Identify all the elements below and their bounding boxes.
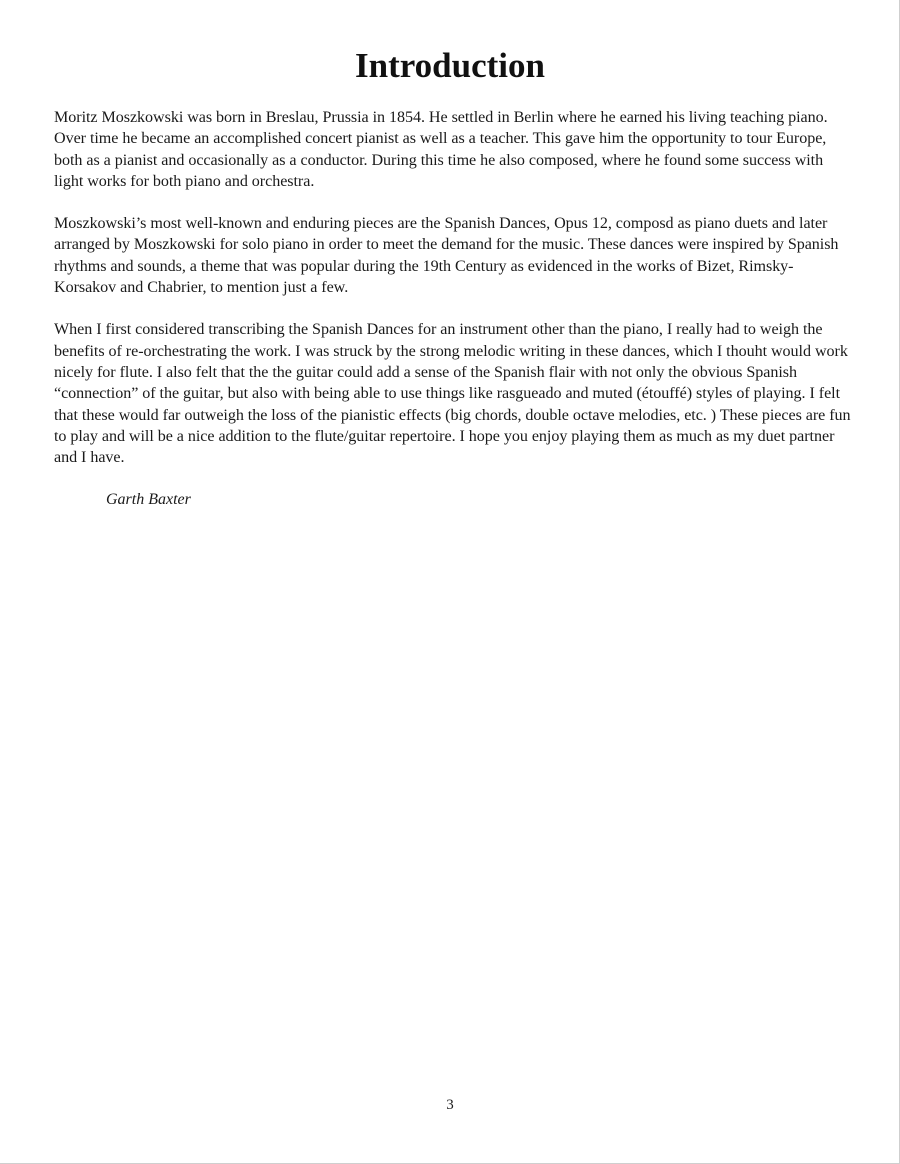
- author-signature: Garth Baxter: [106, 491, 191, 509]
- page-number: 3: [446, 1097, 454, 1113]
- page-title: Introduction: [355, 46, 545, 85]
- document-body: [54, 107, 854, 511]
- paragraph-transcription: When I first considered transcribing the Spanish Dances for an instrument other than the piano, I really had to weigh the benefits of re-orchestrating the work. I was struck by the strong melodic writing in these dances, which I thouht would work nicely for flute. I also felt that the the guitar could add a sense of the Spanish flair with not only the obvious Spanish “connection” of the guitar, but also with being able to use things like rasgueado and muted (étouffé) styles of playing. I felt that these would far outweigh the loss of the pianistic effects (big chords, double octave melodies, etc. ) These pieces are fun to play and will be a nice addition to the flute/guitar repertoire. I hope you enjoy playing them as much as my duet partner and I have.: [54, 321, 851, 467]
- paragraph-spanish-dances: Moszkowski’s most well-known and enduring pieces are the Spanish Dances, Opus 12, composd as piano duets and later arranged by Moszkowski for solo piano in order to meet the demand for the music. These dances were inspired by Spanish rhythms and sounds, a theme that was popular during the 19th Century as evidenced in the works of Bizet, Rimsky-Korsakov and Chabrier, to mention just a few.: [54, 215, 839, 297]
- paragraph-biography: Moritz Moszkowski was born in Breslau, Prussia in 1854. He settled in Berlin where he earned his living teaching piano. Over time he became an accomplished concert pianist as well as a teacher. This gave him the opportunity to tour Europe, both as a pianist and occasionally as a conductor. During this time he also composed, where he found some success with light works for both piano and orchestra.: [54, 109, 828, 190]
